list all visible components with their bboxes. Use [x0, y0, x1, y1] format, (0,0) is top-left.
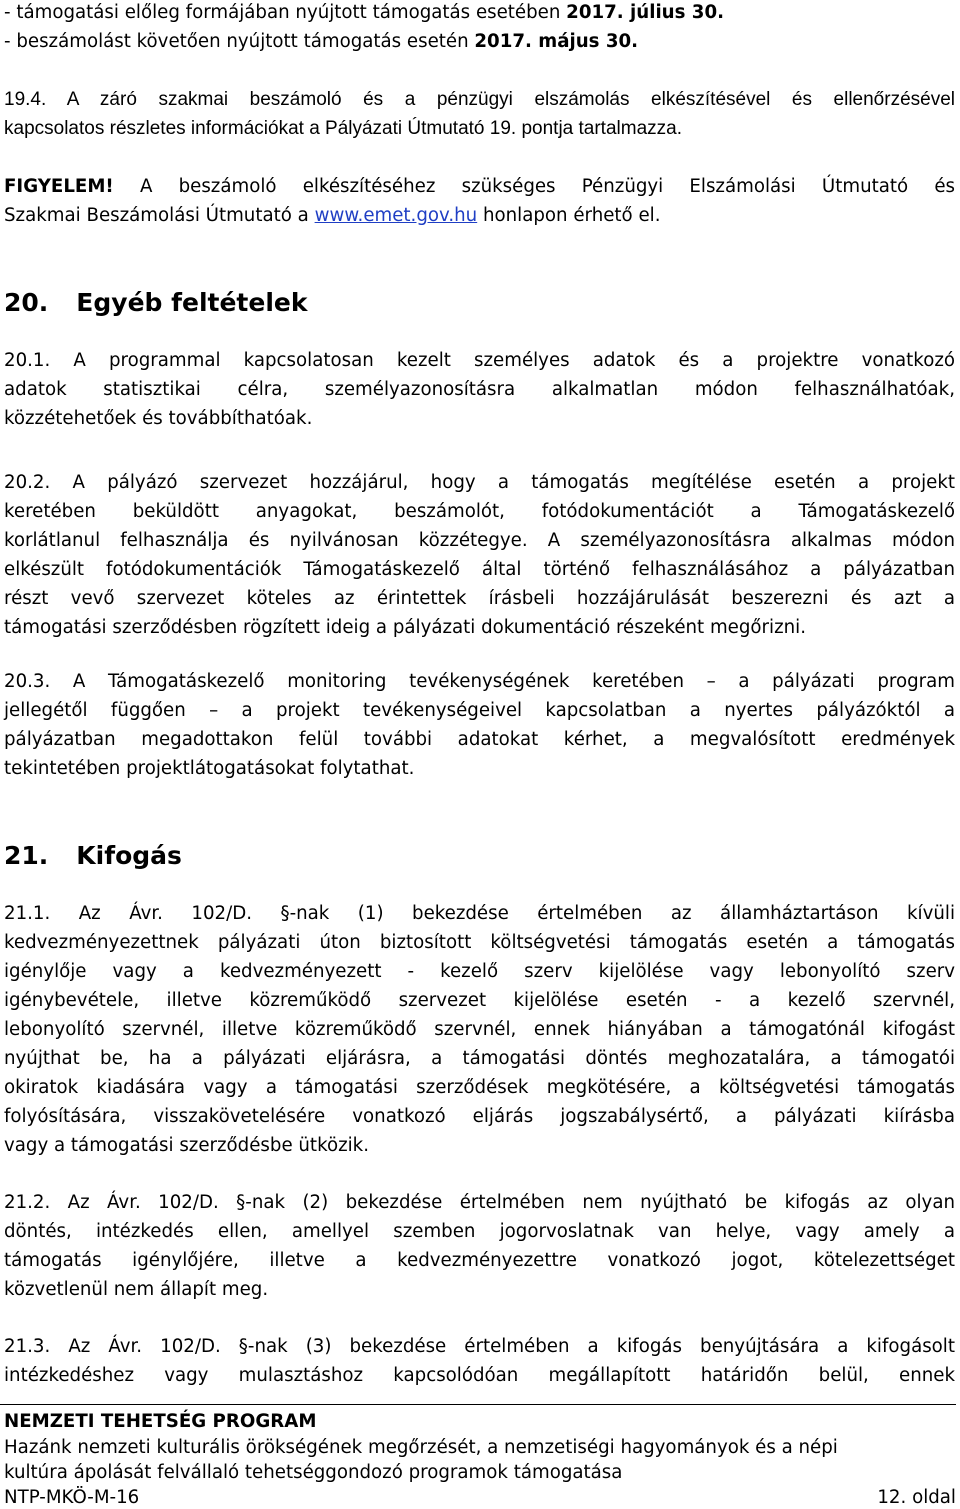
para-21-2-line2: döntés, intézkedés ellen, amellyel szemben jogorvoslatnak van helye, vagy amely a	[4, 1221, 955, 1242]
para-20-3-line4: tekintetében projektlátogatásokat folytathat.	[4, 758, 415, 779]
para-20-1-line2: adatok statisztikai célra, személyazonosításra alkalmatlan módon felhasználhatóak,	[4, 379, 955, 400]
para-21-2-line4: közvetlenül nem állapít meg.	[4, 1279, 269, 1300]
para-20-3-line3: pályázatban megadottakon felül további adatokat kérhet, a megvalósított eredmények	[4, 729, 955, 750]
para-21-1-line9: vagy a támogatási szerződésbe ütközik.	[4, 1135, 369, 1156]
para-20-1-line3: közzétehetőek és továbbíthatóak.	[4, 408, 313, 429]
para-21-3-line1: 21.3. Az Ávr. 102/D. §-nak (3) bekezdése értelmében a kifogás benyújtására a kifogásolt	[4, 1336, 955, 1357]
para-20-2-line4: elkészült fotódokumentációk Támogatáskezelő által történő felhasználásához a pályázatban	[4, 559, 955, 580]
para-20-2-line1: 20.2. A pályázó szervezet hozzájárul, hogy a támogatás megítélése esetén a projekt	[4, 472, 955, 493]
notice-label: FIGYELEM!	[4, 176, 114, 197]
para-21-1-line6: nyújthat be, ha a pályázati eljárásra, a támogatási döntés meghozatalára, a támogatói	[4, 1048, 955, 1069]
section-20-heading: 20. Egyéb feltételek	[4, 288, 308, 317]
footer-divider	[0, 1404, 956, 1405]
para-21-1-line3: igénylője vagy a kedvezményezett - kezelő szerv kijelölése vagy lebonyolító szerv	[4, 961, 955, 982]
para-21-1-line4: igénybevétele, illetve közreműködő szervezet kijelölése esetén - a kezelő szervnél,	[4, 990, 955, 1011]
para-20-2-line3: korlátlanul felhasználja és nyilvánosan közzétegye. A személyazonosításra alkalmas módon	[4, 530, 955, 551]
footer-doc-code: NTP-MKÖ-M-16	[4, 1487, 140, 1508]
footer-program-name: NEMZETI TEHETSÉG PROGRAM	[4, 1411, 317, 1432]
para-21-1-line5: lebonyolító szervnél, illetve közreműködő szervnél, ennek hiányában a támogatónál kifogást	[4, 1019, 955, 1040]
para-21-1-line1: 21.1. Az Ávr. 102/D. §-nak (1) bekezdése értelmében az államháztartáson kívüli	[4, 903, 955, 924]
para-21-1-line2: kedvezményezettnek pályázati úton biztosított költségvetési támogatás esetén a támogatás	[4, 932, 955, 953]
para-19-4-line1: 19.4. A záró szakmai beszámoló és a pénzügyi elszámolás elkészítésével és ellenőrzésével	[4, 89, 955, 110]
footer-tagline-line2: kultúra ápolását felvállaló tehetséggondozó programok támogatása	[4, 1462, 623, 1483]
footer-tagline-line1: Hazánk nemzeti kulturális örökségének megőrzését, a nemzetiségi hagyományok és a népi	[4, 1437, 838, 1458]
notice-line2: Szakmai Beszámolási Útmutató a www.emet.gov.hu honlapon érhető el.	[4, 205, 661, 226]
para-21-2-line3: támogatás igénylőjére, illetve a kedvezményezettre vonatkozó jogot, kötelezettséget	[4, 1250, 955, 1271]
notice-line1: FIGYELEM! A beszámoló elkészítéséhez szükséges Pénzügyi Elszámolási Útmutató és	[4, 176, 955, 197]
para-20-3-line2: jellegétől függően – a projekt tevékenységeivel kapcsolatban a nyertes pályázóktól a	[4, 700, 955, 721]
para-20-2-line6: támogatási szerződésben rögzített ideig a pályázati dokumentáció részeként megőrizni.	[4, 617, 806, 638]
section-21-heading: 21. Kifogás	[4, 841, 182, 870]
footer-page-number: 12. oldal	[877, 1487, 956, 1508]
bullet-report-deadline: - beszámolást követően nyújtott támogatás esetén 2017. május 30.	[4, 31, 639, 52]
para-19-4-line2: kapcsolatos részletes információkat a Pályázati Útmutató 19. pontja tartalmazza.	[4, 118, 682, 139]
para-20-1-line1: 20.1. A programmal kapcsolatosan kezelt személyes adatok és a projektre vonatkozó	[4, 350, 955, 371]
para-21-1-line8: folyósítására, visszakövetelésére vonatkozó eljárás jogszabálysértő, a pályázati kiírásba	[4, 1106, 955, 1127]
para-21-1-line7: okiratok kiadására vagy a támogatási szerződések megkötésére, a költségvetési támogatás	[4, 1077, 955, 1098]
para-21-2-line1: 21.2. Az Ávr. 102/D. §-nak (2) bekezdése értelmében nem nyújtható be kifogás az olyan	[4, 1192, 955, 1213]
emet-link[interactable]: www.emet.gov.hu	[314, 205, 478, 226]
para-20-3-line1: 20.3. A Támogatáskezelő monitoring tevékenységének keretében – a pályázati program	[4, 671, 955, 692]
para-20-2-line5: részt vevő szervezet köteles az érintettek írásbeli hozzájárulását beszerezni és azt a	[4, 588, 955, 609]
para-21-3-line2: intézkedéshez vagy mulasztáshoz kapcsolódóan megállapított határidőn belül, ennek	[4, 1365, 955, 1386]
para-20-2-line2: keretében beküldött anyagokat, beszámolót, fotódokumentációt a Támogatáskezelő	[4, 501, 955, 522]
bullet-advance-deadline: - támogatási előleg formájában nyújtott támogatás esetében 2017. július 30.	[4, 2, 725, 23]
